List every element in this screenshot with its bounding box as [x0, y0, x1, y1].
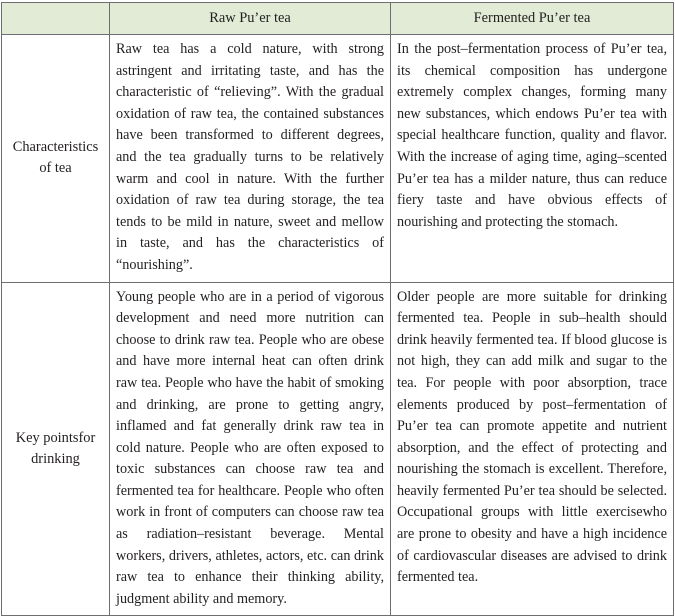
- table-row-characteristics: [2, 35, 674, 283]
- cell-raw-characteristics: Raw tea has a cold nature, with strong astringent and irritating taste, and has the characteristic of “relieving”. With the gradual oxidation of raw tea, the contained substances have been transformed to different degrees, and the tea gradually turns to be relatively warm and cool in nature. With the further oxidation of raw tea during storage, the tea tends to be mild in nature, sweet and mellow in taste, and has the characteristics of “nourishing”.: [110, 35, 391, 283]
- header-cell-raw: Raw Pu’er tea: [110, 3, 391, 35]
- table-header: [2, 3, 674, 35]
- cell-fermented-characteristics: In the post–fermentation process of Pu’er tea, its chemical composition has undergone extremely complex changes, forming many new substances, which endows Pu’er tea with special healthcare function, quality and flavor. With the increase of aging time, aging–scented Pu’er tea has a milder nature, thus can reduce fiery taste and have obvious effects of nourishing and protecting the stomach.: [391, 35, 674, 283]
- header-cell-fermented: Fermented Pu’er tea: [391, 3, 674, 35]
- cell-raw-key-points: Young people who are in a period of vigorous development and need more nutrition can choose to drink raw tea. People who are obese and have more internal heat can often drink raw tea. People who have the habit of smoking and drinking, are prone to getting angry, inflamed and fat generally drink raw tea in cold nature. People who are often exposed to toxic substances can choose raw tea and fermented tea for healthcare. People who often work in front of computers can choose raw tea as radiation–resistant beverage. Mental workers, drivers, athletes, actors, etc. can drink raw tea to enhance their thinking ability, judgment ability and memory.: [110, 282, 391, 616]
- table-body: [2, 35, 674, 616]
- cell-fermented-key-points: Older people are more suitable for drinking fermented tea. People in sub–health should drink heavily fermented tea. If blood glucose is not high, they can add milk and sugar to the tea. For people with poor absorption, trace elements produced by post–fermentation of Pu’er tea can promote appetite and nutrient absorption, and the effect of protecting and nourishing the stomach is excellent. Therefore, heavily fermented Pu’er tea should be selected. Occupational groups with little exercisewho are prone to obesity and have a high incidence of cardiovascular diseases are advised to drink fermented tea.: [391, 282, 674, 616]
- puer-comparison-table: [1, 2, 674, 616]
- header-cell-empty: [2, 3, 110, 35]
- header-row: [2, 3, 674, 35]
- row-label-characteristics: Characteristics of tea: [2, 35, 110, 283]
- row-label-key-points: Key pointsfor drinking: [2, 282, 110, 616]
- table-row-key-points: [2, 282, 674, 616]
